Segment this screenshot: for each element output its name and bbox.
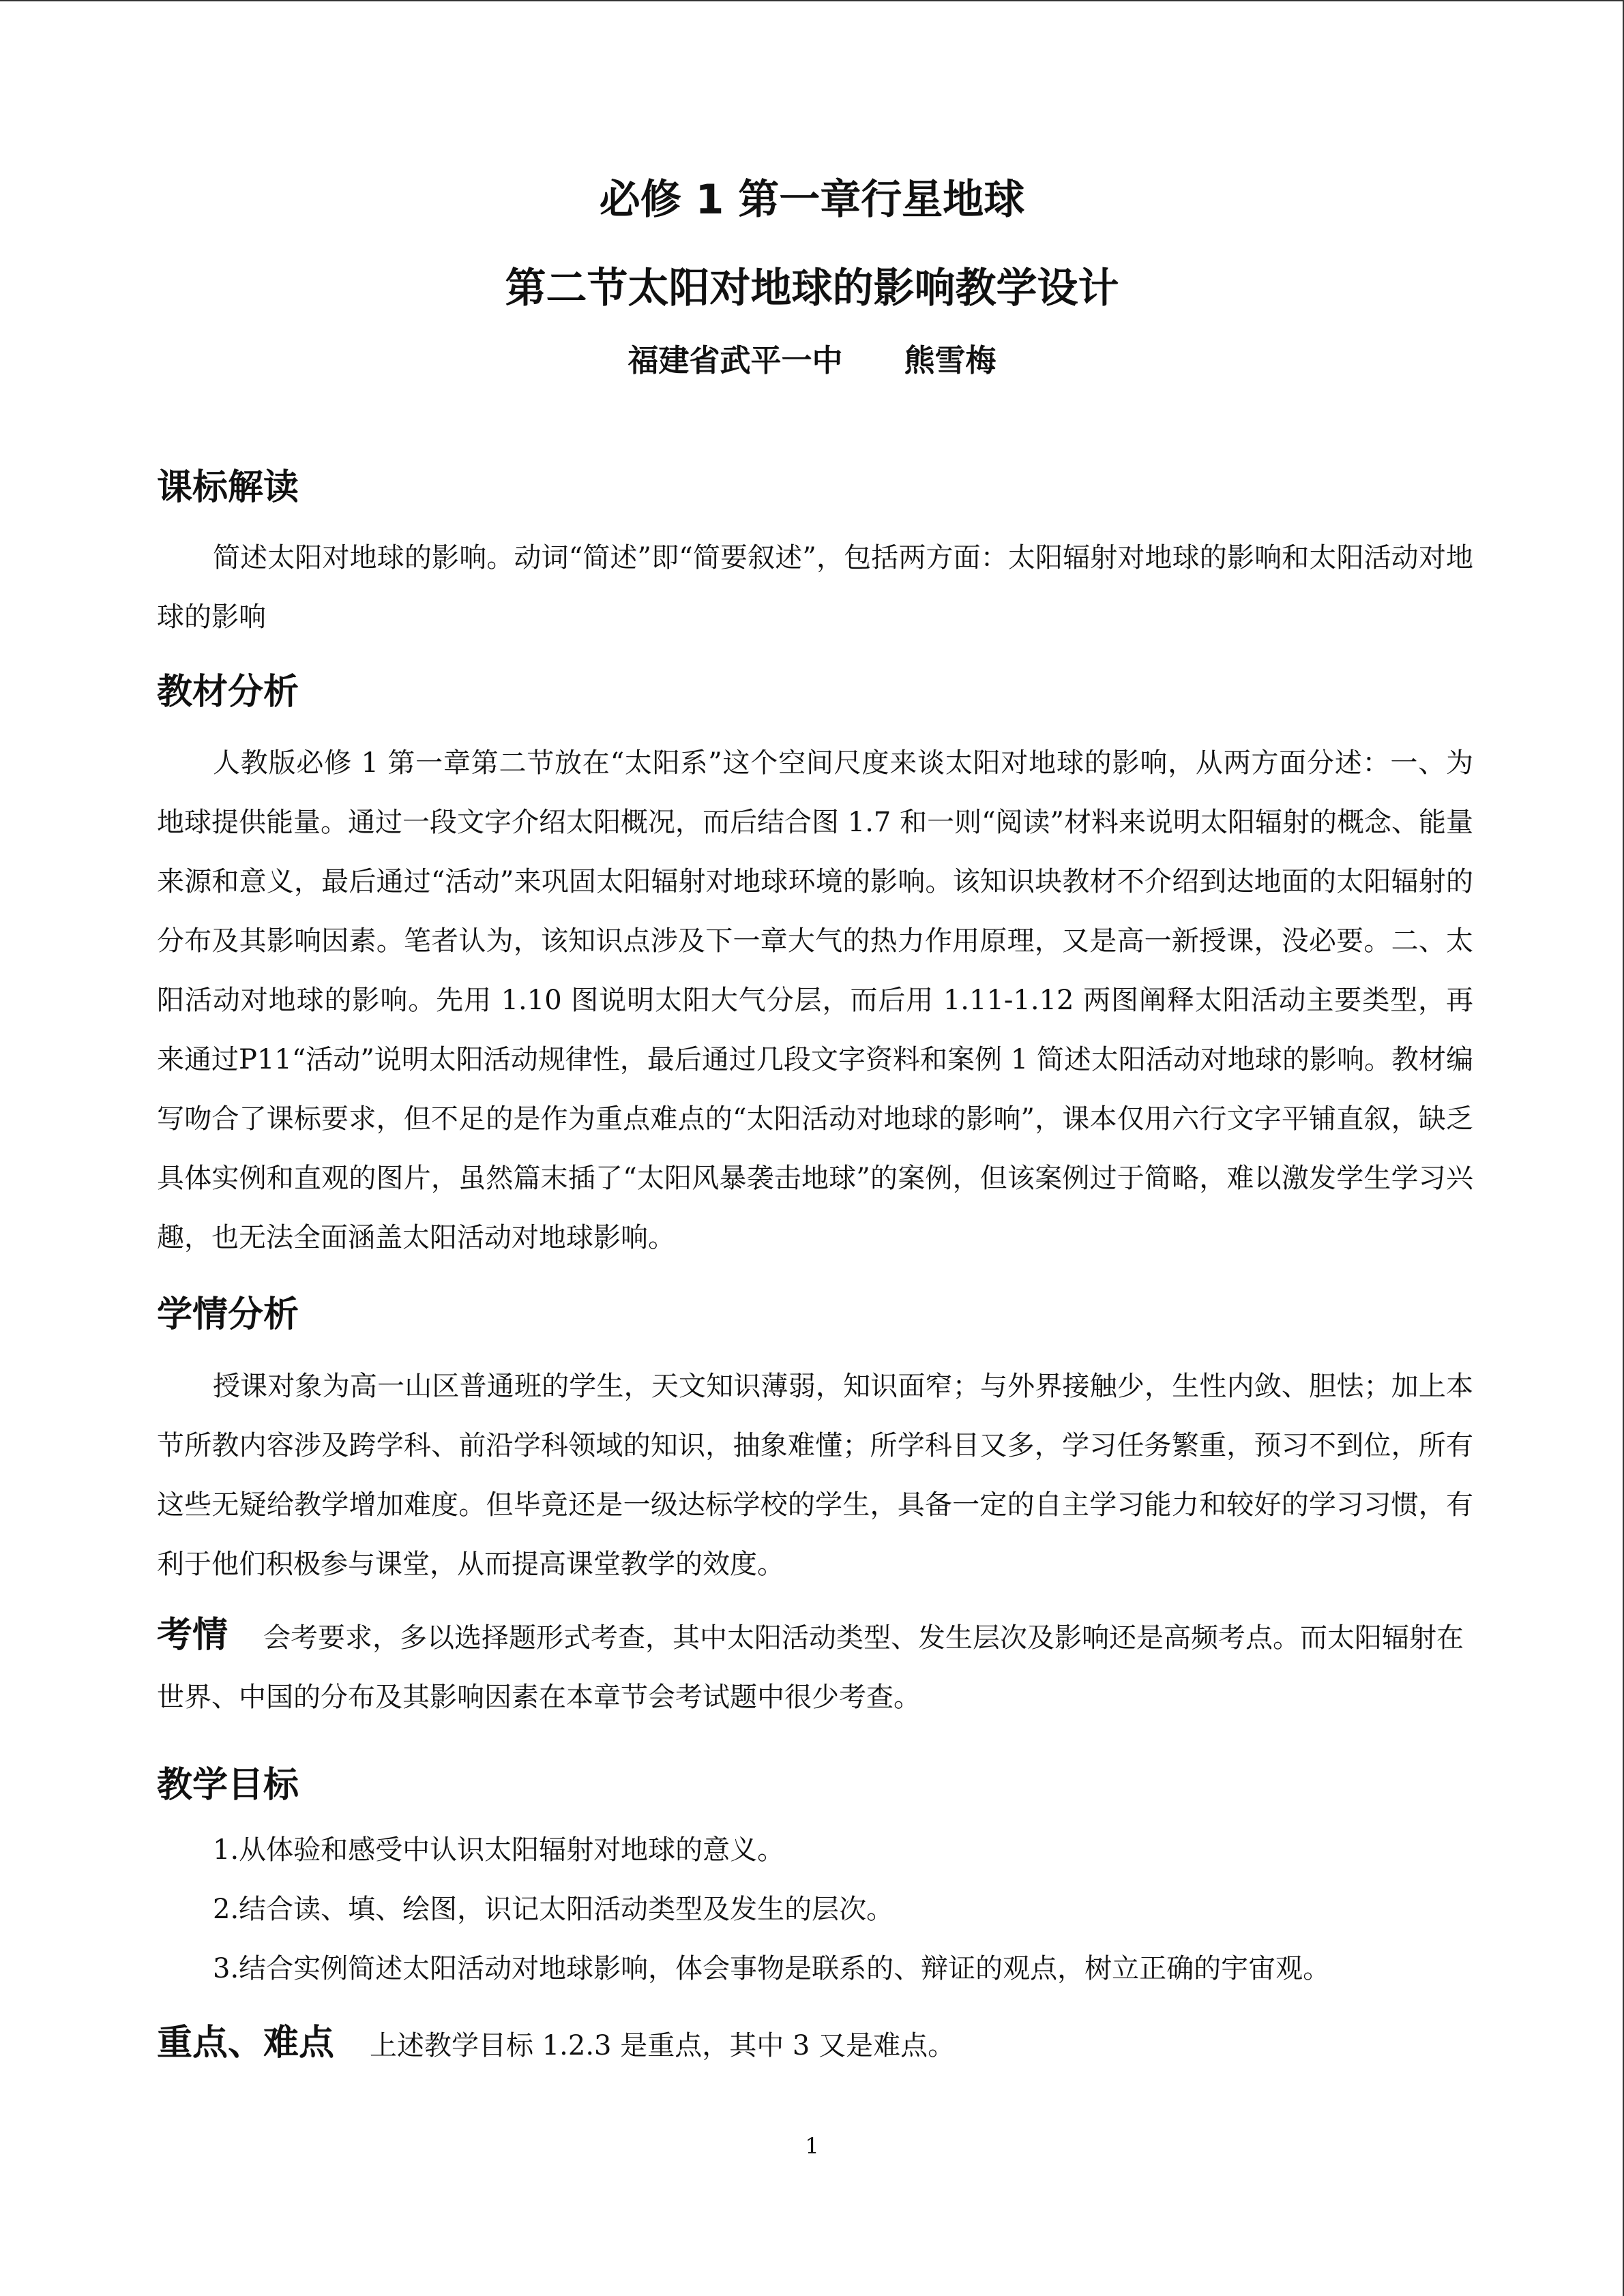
heading-keypoints: 重点、难点 bbox=[157, 2023, 335, 2063]
paragraph-textbook: 人教版必修 1 第一章第二节放在“太阳系”这个空间尺度来谈太阳对地球的影响，从两方面分述：一、为地球提供能量。通过一段文字介绍太阳概况，而后结合图 1.7 和一则“阅读”材料来说明太阳辐射的概念、能量来源和意义，最后通过“活动”来巩固太阳辐射对地球环境的影响。该知识块教材不介绍到达地面的太阳辐射的分布及其影响因素。笔者认为，该知识点涉及下一章大气的热力作用原理，又是高一新授课，没必要。二、太阳活动对地球的影响。先用 1.10 图说明太阳大气分层，而后用 1.11-1.12 两图阐释太阳活动主要类型，再来通过P11“活动”说明太阳活动规律性，最后通过几段文字资料和案例 1 简述太阳活动对地球的影响。教材编写吻合了课标要求，但不足的是作为重点难点的“太阳活动对地球的影响”，课本仅用六行文字平铺直叙，缺乏具体实例和直观的图片，虽然篇末插了“太阳风暴袭击地球”的案例，但该案例过于简略，难以激发学生学习兴趣，也无法全面涵盖太阳活动对地球影响。 bbox=[157, 747, 1473, 1253]
paragraph-exam bbox=[157, 1606, 1473, 1727]
heading-goals: 教学目标 bbox=[157, 1765, 299, 1806]
paragraph-curriculum: 简述太阳对地球的影响。动词“简述”即“简要叙述”，包括两方面：太阳辐射对地球的影响和太阳活动对地球的影响 bbox=[157, 542, 1473, 633]
goal-item-1: 1.从体验和感受中认识太阳辐射对地球的意义。 bbox=[213, 1834, 785, 1866]
heading-students: 学情分析 bbox=[157, 1294, 299, 1335]
author-name: 熊雪梅 bbox=[904, 342, 996, 378]
page-border-top bbox=[0, 0, 1624, 1]
page-number: 1 bbox=[805, 2133, 819, 2159]
title-line-2: 第二节太阳对地球的影响教学设计 bbox=[505, 265, 1119, 312]
paragraph-keypoints bbox=[157, 2014, 1473, 2076]
heading-exam: 考情 bbox=[157, 1615, 228, 1656]
paragraph-students: 授课对象为高一山区普通班的学生，天文知识薄弱，知识面窄；与外界接触少，生性内敛、胆怯；加上本节所教内容涉及跨学科、前沿学科领域的知识，抽象难懂；所学科目又多，学习任务繁重，预习不到位，所有这些无疑给教学增加难度。但毕竟还是一级达标学校的学生，具备一定的自主学习能力和较好的学习习惯，有利于他们积极参与课堂，从而提高课堂教学的效度。 bbox=[157, 1371, 1473, 1580]
author-line bbox=[0, 336, 1624, 380]
heading-curriculum: 课标解读 bbox=[157, 467, 299, 508]
keypoints-text: 上述教学目标 1.2.3 是重点，其中 3 又是难点。 bbox=[370, 2030, 956, 2061]
heading-textbook: 教材分析 bbox=[157, 672, 299, 713]
goal-item-3: 3.结合实例简述太阳活动对地球影响，体会事物是联系的、辩证的观点，树立正确的宇宙观。 bbox=[213, 1953, 1331, 1984]
title-line-1: 必修 1 第一章行星地球 bbox=[599, 176, 1025, 224]
author-school: 福建省武平一中 bbox=[628, 342, 843, 378]
exam-text: 会考要求，多以选择题形式考查，其中太阳活动类型、发生层次及影响还是高频考点。而太阳辐射在世界、中国的分布及其影响因素在本章节会考试题中很少考查。 bbox=[157, 1622, 1464, 1713]
goal-item-2: 2.结合读、填、绘图，识记太阳活动类型及发生的层次。 bbox=[213, 1894, 894, 1925]
